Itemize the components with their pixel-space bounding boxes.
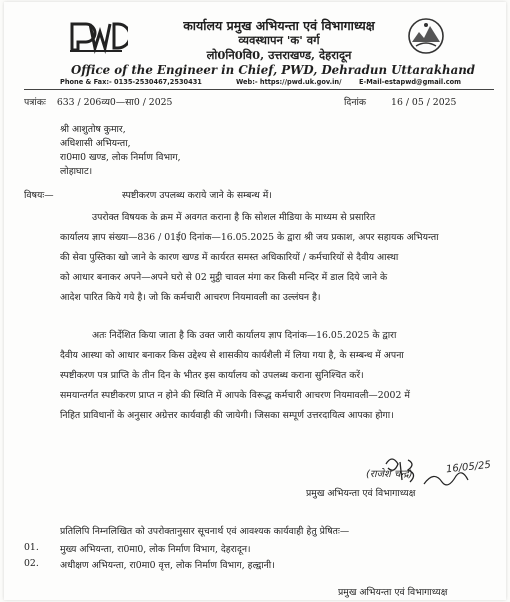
body-paragraph-2 bbox=[60, 326, 460, 426]
copy-item-text: अधीक्षण अभियन्ता, रा0मा0 वृत्त, लोक निर्माण विभाग, हल्द्वानी। bbox=[60, 560, 275, 571]
paragraph-line: उपरोक्त विषयक के क्रम में अवगत कराना है कि सोशल मीडिया के माध्यम से प्रसारित bbox=[92, 212, 376, 223]
copy-item-text: मुख्य अभियन्ता, रा0मा0, लोक निर्माण विभाग, देहरादून। bbox=[60, 544, 251, 555]
copy-item-number: 01. bbox=[24, 542, 39, 553]
date-value: 16 / 05 / 2025 bbox=[391, 97, 457, 108]
reference-label: पत्रांकः bbox=[24, 97, 46, 108]
date-line bbox=[344, 95, 456, 108]
recipient-division: रा0मा0 खण्ड, लोक निर्माण विभाग, bbox=[60, 152, 181, 163]
signature-name: (राजेश चन्द्र) bbox=[366, 469, 413, 480]
copy-intro: प्रतिलिपि निम्नलिखित को उपरोक्तानुसार सूचनार्थ एवं आवश्यक कार्यवाही हेतु प्रेषितः— bbox=[60, 526, 350, 537]
body-paragraph-1 bbox=[60, 208, 460, 308]
header-phone: Phone & Fax:- 0135-2530467,2530431 bbox=[60, 78, 202, 86]
reference-line bbox=[24, 95, 172, 108]
subject-text: स्पष्टीकरण उपलब्ध कराये जाने के सम्बन्ध में। bbox=[122, 190, 272, 201]
recipient-designation: अधिशासी अभियन्ता, bbox=[60, 138, 131, 149]
paragraph-line: दैवीय आस्था को आधार बनाकर किस उद्देश्य से शासकीय कार्यशैली में लिया गया है, के सम्बन्ध में अपना bbox=[60, 350, 404, 361]
paragraph-line: की सेवा पुस्तिका खो जाने के कारण खण्ड में कार्यरत समस्त अधिकारियों / कर्मचारियों से दैवीय आस्था bbox=[60, 252, 399, 263]
paragraph-line: समयान्तर्गत स्पष्टीकरण प्राप्त न होने की स्थिति में आपके विरूद्ध कर्मचारी आचरण नियमावली—2002 में bbox=[60, 390, 410, 401]
recipient-name: श्री आशुतोष कुमार, bbox=[60, 124, 126, 135]
paragraph-line: अतः निर्देशित किया जाता है कि उक्त जारी कार्यालय ज्ञाप दिनांक—16.05.2025 के द्वारा bbox=[92, 330, 397, 341]
header-location-hindi: लो0नि0वि0, उत्तराखण्ड, देहरादून bbox=[206, 48, 352, 62]
paragraph-line: को आधार बनाकर अपने—अपने घरो से 02 मुट्ठी चावल मंगा कर किसी मन्दिर में डाल दिये जाने के bbox=[60, 272, 388, 283]
letter-sheet bbox=[4, 2, 506, 600]
recipient-place: लोहाघाट। bbox=[60, 166, 93, 177]
header-office-english: Office of the Engineer in Chief, PWD, Dehradun Uttarakhand bbox=[70, 63, 476, 77]
paragraph-line: कार्यालय ज्ञाप संख्या—836 / 01ई0 दिनांक—16.05.2025 के द्वारा श्री जय प्रकाश, अपर सहायक अभियन्ता bbox=[60, 232, 439, 243]
reference-number: 633 / 206व्य0—सा0 / 2025 bbox=[56, 97, 173, 108]
header-section: व्यवस्थापन 'क' वर्ग bbox=[238, 33, 320, 47]
paragraph-line: स्पष्टीकरण पत्र प्राप्ति के तीन दिन के भीतर इस कार्यालय को उपलब्ध कराना सुनिश्चित करें। bbox=[60, 370, 364, 381]
header-office-hindi: कार्यालय प्रमुख अभियन्ता एवं विभागाध्यक्ष bbox=[183, 18, 375, 33]
header-divider bbox=[24, 89, 494, 90]
copy-item-number: 02. bbox=[24, 558, 39, 569]
paragraph-line: निहित प्राविधानों के अनुसार अग्रेत्तर कार्यवाही की जायेगी। जिसका सम्पूर्ण उत्तरदायित्व आपका होगा। bbox=[60, 410, 394, 421]
signatory-designation: प्रमुख अभियन्ता एवं विभागाध्यक्ष bbox=[306, 488, 416, 499]
paragraph-line: आदेश पारित किये गये है। जो कि कर्मचारी आचरण नियमावली का उल्लंघन है। bbox=[60, 292, 321, 303]
signature-date: 16/05/25 bbox=[445, 459, 492, 476]
header-email[interactable]: E-Mail-estapwd@gmail.com bbox=[359, 78, 462, 86]
footer-designation: प्रमुख अभियन्ता एवं विभागाध्यक्ष bbox=[338, 587, 448, 598]
header-website[interactable]: Web:- https://pwd.uk.gov.in/ bbox=[236, 78, 342, 86]
subject-label: विषयः— bbox=[24, 190, 54, 201]
date-label: दिनांक bbox=[344, 97, 367, 108]
